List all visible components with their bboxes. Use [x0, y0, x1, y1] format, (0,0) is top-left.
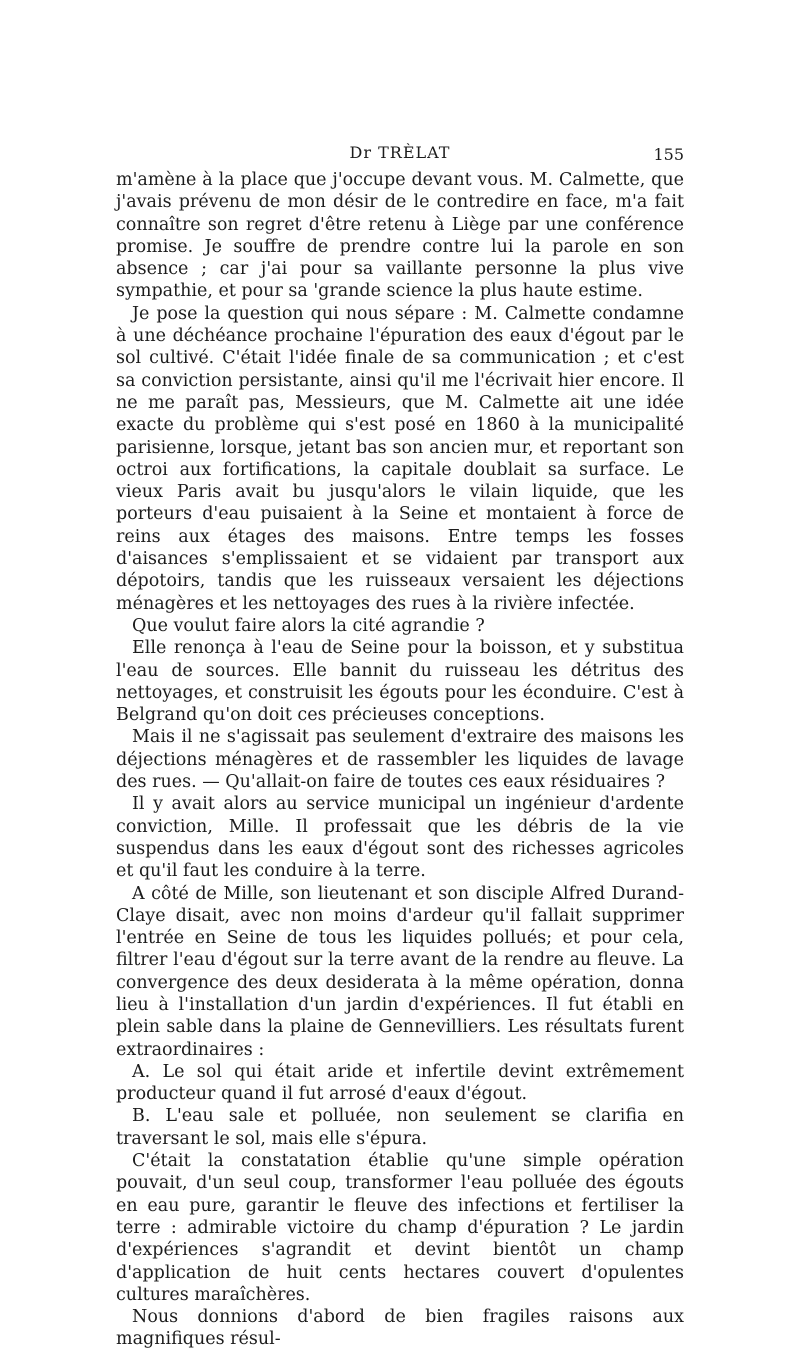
- paragraph: Nous donnions d'abord de bien fragiles raisons aux magnifiques résul-: [116, 1307, 684, 1350]
- paragraph: Que voulut faire alors la cité agrandie ?: [132, 615, 485, 636]
- paragraph: m'amène à la place que j'occupe devant vous. M. Calmette, que j'avais prévenu de mon désir de le contredire en face, m'a fait connaître son regret d'être retenu à Liège par une conférence promise. Je souffre de prendre contre lui la parole en son absence ; car j'ai pour sa vaillante personne la plus vive sympathie, et pour sa 'grande science la plus haute estime.: [116, 170, 684, 302]
- paragraph: Elle renonça à l'eau de Seine pour la boisson, et y substitua l'eau de sources. Elle bannit du ruisseau les détritus des nettoyages, et construisit les égouts pour les éconduire. C'est à Belgrand qu'on doit ces précieuses conceptions.: [116, 638, 684, 726]
- paragraph: C'était la constatation établie qu'une simple opération pouvait, d'un seul coup, transformer l'eau polluée des égouts en eau pure, garantir le fleuve des infections et fertiliser la terre : admirable victoire du champ d'épuration ? Le jardin d'expériences s'agrandit et devint bientôt un champ d'application de huit cents hectares couvert d'opulentes cultures maraîchères.: [116, 1151, 684, 1305]
- page-number: 155: [653, 145, 684, 164]
- paragraph: Mais il ne s'agissait pas seulement d'extraire des maisons les déjections ménagères et de rassembler les liquides de lavage des rues. — Qu'allait-on faire de toutes ces eaux résiduaires ?: [116, 727, 684, 793]
- paragraph: Je pose la question qui nous sépare : M. Calmette condamne à une déchéance prochaine l'épuration des eaux d'égout par le sol cultivé. C'était l'idée finale de sa communication ; et c'est sa conviction persistante, ainsi qu'il me l'écrivait hier encore. Il ne me paraît pas, Messieurs, que M. Calmette ait une idée exacte du problème qui s'est posé en 1860 à la municipalité parisienne, lorsque, jetant bas son ancien mur, et reportant son octroi aux fortifications, la capitale doublait sa surface. Le vieux Paris avait bu jusqu'alors le vilain liquide, que les porteurs d'eau puisaient à la Seine et montaient à force de reins aux étages des maisons. Entre temps les fosses d'aisances s'emplissaient et se vidaient par transport aux dépotoirs, tandis que les ruisseaux versaient les déjections ménagères et les nettoyages des rues à la rivière infectée.: [116, 303, 684, 614]
- running-head-title: Dr TRÈLAT: [349, 143, 451, 162]
- paragraph: A côté de Mille, son lieutenant et son disciple Alfred Durand-Claye disait, avec non moins d'ardeur qu'il fallait supprimer l'entrée en Seine de tous les liquides pollués; et pour cela, filtrer l'eau d'égout sur la terre avant de la rendre au fleuve. La convergence des deux desiderata à la même opération, donna lieu à l'installation d'un jardin d'expériences. Il fut établi en plein sable dans la plaine de Gennevilliers. Les résultats furent extraordinaires :: [116, 883, 684, 1060]
- book-page: [116, 143, 684, 1351]
- paragraph: A. Le sol qui était aride et infertile devint extrêmement producteur quand il fut arrosé d'eaux d'égout.: [116, 1061, 684, 1105]
- body-text: [116, 169, 684, 1351]
- paragraph: B. L'eau sale et polluée, non seulement se clarifia en traversant le sol, mais elle s'épura.: [116, 1106, 684, 1149]
- running-head: [116, 143, 684, 167]
- paragraph: Il y avait alors au service municipal un ingénieur d'ardente conviction, Mille. Il professait que les débris de la vie suspendus dans les eaux d'égout sont des richesses agricoles et qu'il faut les conduire à la terre.: [116, 794, 684, 882]
